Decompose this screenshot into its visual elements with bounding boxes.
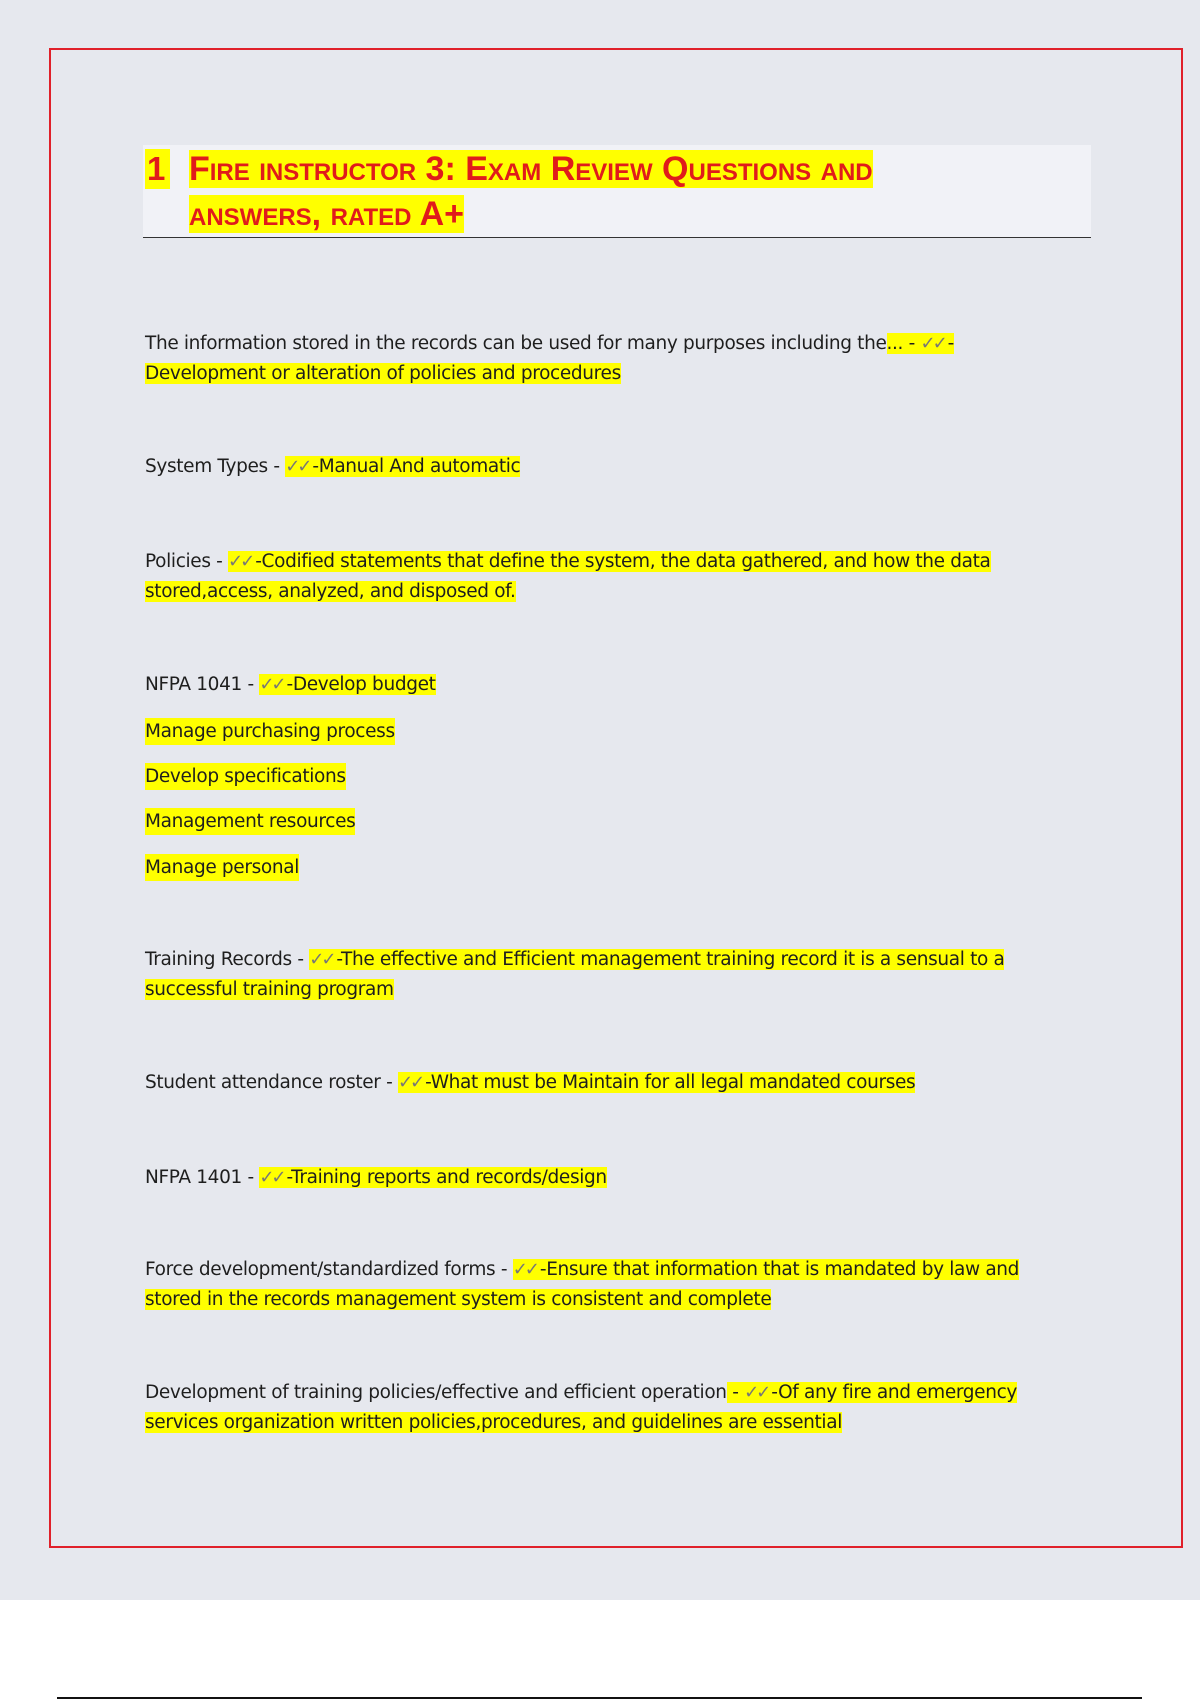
qa-answer: Develop budget <box>292 674 436 695</box>
qa-term: System Types <box>145 456 268 477</box>
qa-term: Training Records <box>145 949 292 970</box>
double-check-icon: ✓✓ <box>228 551 253 572</box>
qa-item-policies <box>145 547 1075 607</box>
double-check-icon: ✓✓ <box>285 456 310 477</box>
qa-answer: Manual And automatic <box>318 456 521 477</box>
heading-title <box>189 147 1049 237</box>
qa-separator: - <box>291 949 310 970</box>
nfpa-1041-line: Management resources <box>145 808 355 835</box>
document-heading <box>143 145 1091 238</box>
nfpa-1041-line: Manage personal <box>145 854 299 881</box>
footer-divider <box>57 1697 1142 1699</box>
nfpa-1041-line: Manage purchasing process <box>145 718 395 745</box>
page-border <box>49 48 1183 1548</box>
answer-prefix: - <box>336 949 342 970</box>
heading-number: 1 <box>145 149 170 189</box>
answer-prefix: - <box>947 333 954 354</box>
qa-term: Development of training policies/effective and efficient operation <box>145 1382 727 1403</box>
heading-title-line2: answers, rated A+ <box>189 195 465 233</box>
answer-prefix: - <box>425 1072 431 1093</box>
qa-separator: - <box>210 551 229 572</box>
qa-item-nfpa-1041 <box>145 670 1075 700</box>
answer-prefix: - <box>539 1259 547 1280</box>
qa-item-training-policies <box>145 1378 1075 1438</box>
answer-prefix: - <box>312 456 319 477</box>
qa-item-training-records <box>145 945 1075 1005</box>
qa-answer: The effective and Efficient management training record it is a sensual to a successful training program <box>145 949 1005 1000</box>
qa-answer: Of any fire and emergency services organization written policies,procedures, and guidelines are essential <box>145 1382 1018 1433</box>
double-check-icon: ✓✓ <box>920 333 947 354</box>
answer-prefix: - <box>255 551 262 572</box>
double-check-icon: ✓✓ <box>397 1072 423 1093</box>
double-check-icon: ✓✓ <box>512 1259 537 1280</box>
qa-separator: - <box>726 1382 745 1403</box>
qa-answer: Training reports and records/design <box>291 1167 607 1188</box>
qa-separator: - <box>267 456 286 477</box>
qa-term: NFPA 1041 <box>145 674 242 695</box>
double-check-icon: ✓✓ <box>259 674 284 695</box>
double-check-icon: ✓✓ <box>744 1382 769 1403</box>
qa-term-tail: ... - <box>886 333 921 354</box>
double-check-icon: ✓✓ <box>309 949 334 970</box>
qa-term: NFPA 1401 <box>145 1167 242 1188</box>
heading-title-line1: Fire instructor 3: Exam Review Questions and <box>189 150 873 188</box>
qa-answer: What must be Maintain for all legal mandated courses <box>430 1072 916 1093</box>
qa-answer: Ensure that information that is mandated by law and stored in the records management system is consistent and complete <box>145 1259 1020 1310</box>
answer-prefix: - <box>771 1382 779 1403</box>
qa-separator: - <box>241 674 260 695</box>
qa-answer: Codified statements that define the system, the data gathered, and how the data stored,access, analyzed, and disposed of. <box>145 551 991 602</box>
qa-item-standardized-forms <box>145 1255 1075 1315</box>
qa-item-records-purposes <box>145 329 1075 389</box>
double-check-icon: ✓✓ <box>259 1167 284 1188</box>
qa-item-nfpa-1401 <box>145 1163 1075 1193</box>
answer-prefix: - <box>286 1167 292 1188</box>
qa-term: Policies <box>145 551 211 572</box>
qa-term: Student attendance roster <box>145 1072 381 1093</box>
qa-item-system-types <box>145 452 1075 482</box>
nfpa-1041-line: Develop specifications <box>145 763 346 790</box>
qa-term: Force development/standardized forms <box>145 1259 496 1280</box>
answer-prefix: - <box>286 674 293 695</box>
qa-answer: Development or alteration of policies and procedures <box>145 363 621 384</box>
qa-item-attendance-roster <box>145 1068 1075 1098</box>
qa-separator: - <box>495 1259 513 1280</box>
qa-separator: - <box>241 1167 260 1188</box>
qa-term: The information stored in the records can be used for many purposes including the <box>145 333 887 354</box>
qa-separator: - <box>380 1072 398 1093</box>
